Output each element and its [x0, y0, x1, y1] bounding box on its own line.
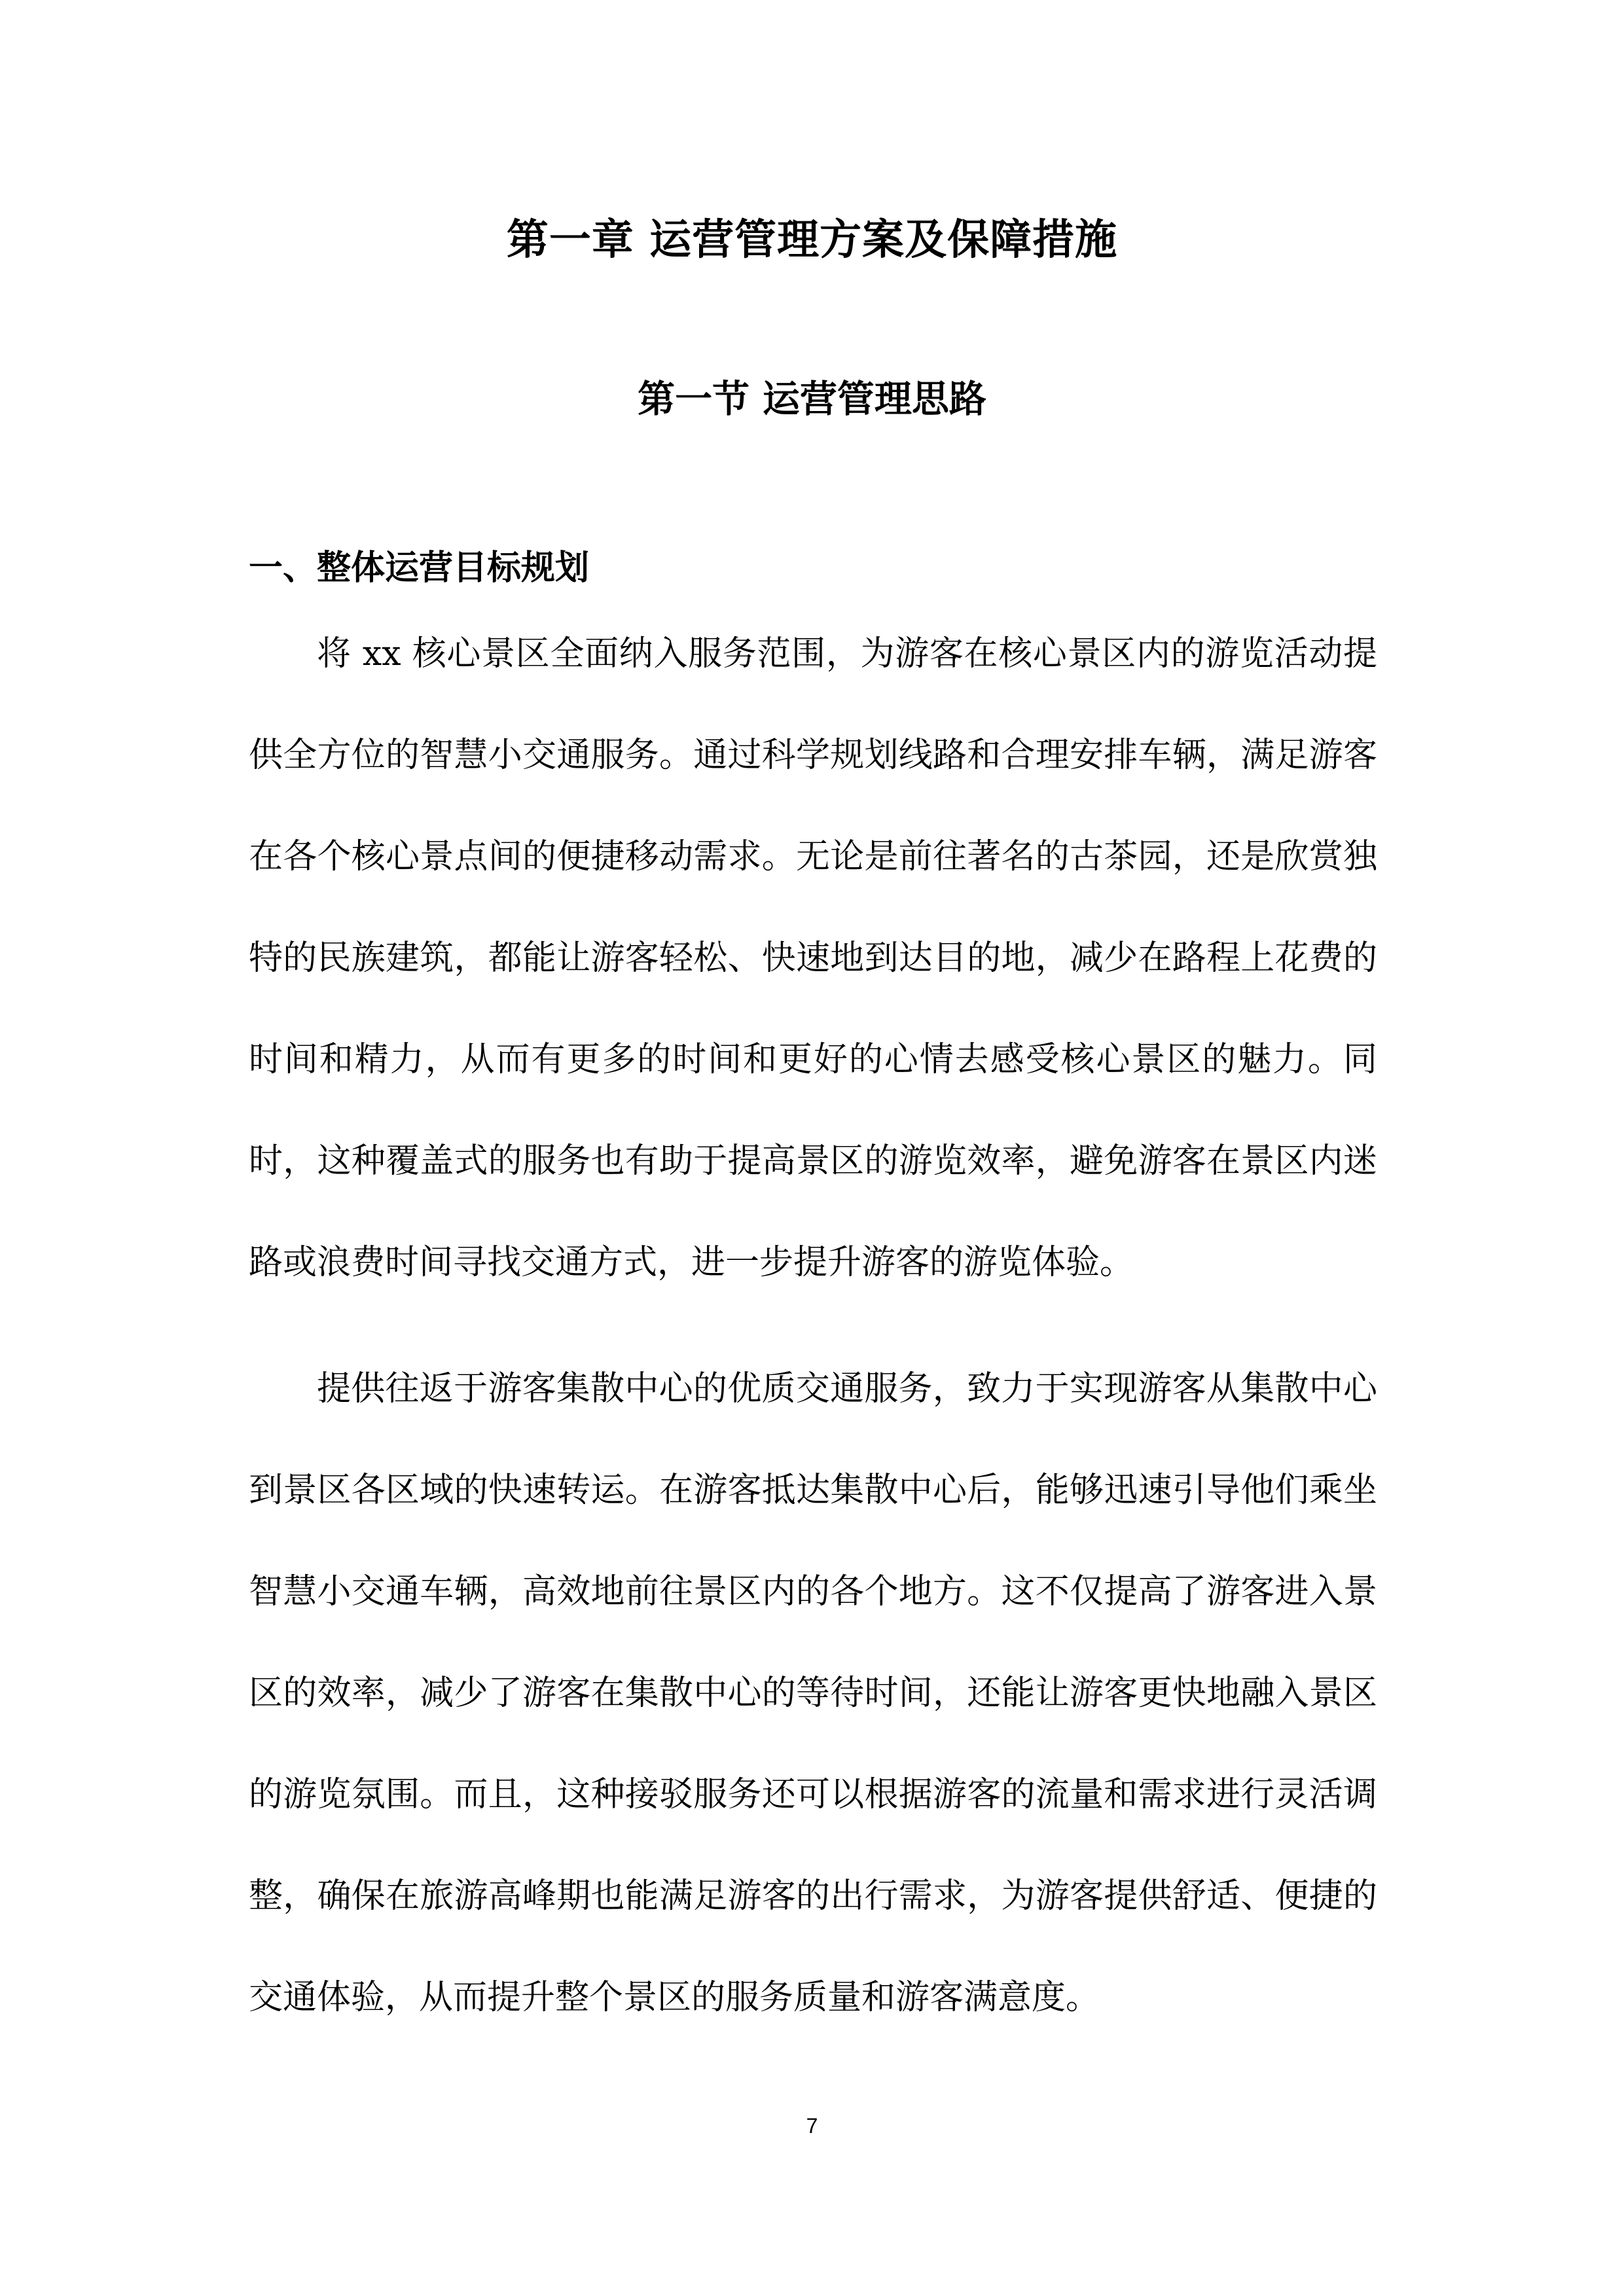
body-paragraph: 将 xx 核心景区全面纳入服务范围，为游客在核心景区内的游览活动提供全方位的智慧小交通服务。通过科学规划线路和合理安排车辆，满足游客在各个核心景点间的便捷移动需求。无论是前往著名的古茶园，还是欣赏独特的民族建筑，都能让游客轻松、快速地到达目的地，减少在路程上花费的时间和精力，从而有更多的时间和更好的心情去感受核心景区的魅力。同时，这种覆盖式的服务也有助于提高景区的游览效率，避免游客在景区内迷路或浪费时间寻找交通方式，进一步提升游客的游览体验。: [249, 634, 1377, 1282]
chapter-title: 第一章 运营管理方案及保障措施: [506, 216, 1118, 264]
section-title: 第一节 运营管理思路: [638, 378, 986, 421]
subsection-heading: 一、整体运营目标规划: [249, 548, 590, 588]
page-number: 7: [806, 2114, 818, 2138]
body-paragraph: 提供往返于游客集散中心的优质交通服务，致力于实现游客从集散中心到景区各区域的快速转运。在游客抵达集散中心后，能够迅速引导他们乘坐智慧小交通车辆，高效地前往景区内的各个地方。这不仅提高了游客进入景区的效率，减少了游客在集散中心的等待时间，还能让游客更快地融入景区的游览氛围。而且，这种接驳服务还可以根据游客的流量和需求进行灵活调整，确保在旅游高峰期也能满足游客的出行需求，为游客提供舒适、便捷的交通体验，从而提升整个景区的服务质量和游客满意度。: [249, 1369, 1377, 2017]
